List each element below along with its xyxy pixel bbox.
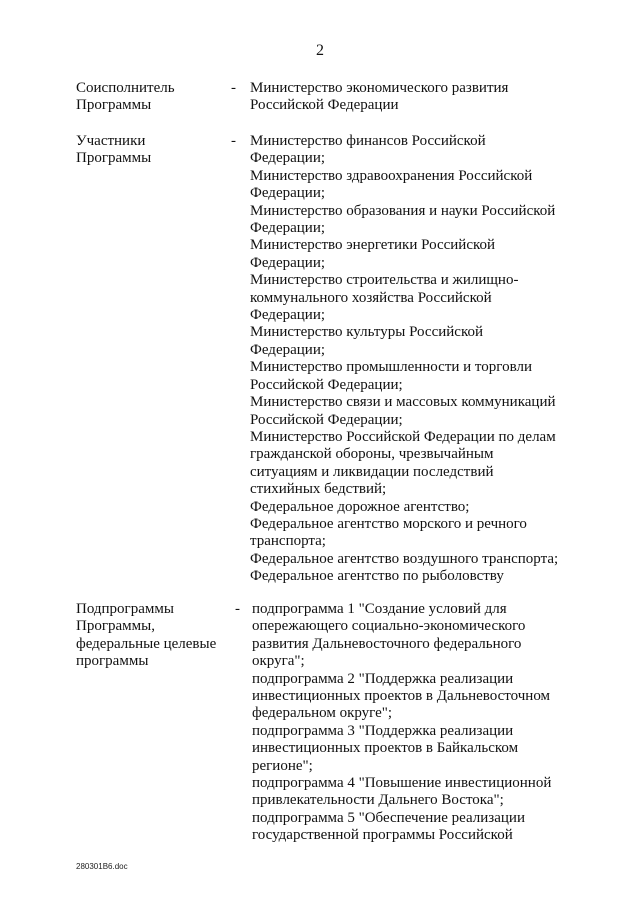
content-line: подпрограмма 5 "Обеспечение реализации [252, 809, 525, 826]
content-line: гражданской обороны, чрезвычайным [250, 446, 494, 463]
section-label [76, 601, 231, 671]
section-content [250, 80, 590, 115]
label-line: Участники [76, 133, 146, 149]
label-line: программы [76, 653, 149, 670]
content-line: Министерство связи и массовых коммуникаций [250, 394, 556, 411]
content-line: Министерство экономического развития [250, 80, 509, 96]
section-content [250, 133, 590, 586]
content-line: Министерство строительства и жилищно- [250, 272, 519, 289]
content-line: инвестиционных проектов в Дальневосточном [252, 688, 551, 705]
content-line: коммунального хозяйства Российской [250, 289, 492, 306]
content-line: Федерации; [250, 150, 326, 167]
dash-separator: - [231, 80, 236, 96]
content-line: Федеральное агентство воздушного транспорта; [250, 550, 559, 567]
content-line: Министерство энергетики Российской [250, 237, 496, 254]
content-line: Российской Федерации; [250, 411, 403, 428]
content-line: транспорта; [250, 533, 326, 550]
content-line: Министерство промышленности и торговли [250, 359, 532, 376]
content-line: ситуациям и ликвидации последствий [250, 463, 494, 480]
content-line: Министерство финансов Российской [250, 133, 486, 149]
content-line: федеральном округе"; [252, 705, 393, 722]
label-line: Программы, [76, 618, 155, 635]
label-line: Программы [76, 150, 152, 167]
content-line: инвестиционных проектов в Байкальском [252, 740, 519, 757]
content-line: подпрограмма 2 "Поддержка реализации [252, 670, 514, 687]
content-line: округа"; [252, 653, 305, 670]
label-line: Соисполнитель [76, 80, 175, 96]
content-line: Министерство культуры Российской [250, 324, 484, 341]
content-line: подпрограмма 1 "Создание условий для [252, 601, 507, 617]
content-line: Федеральное дорожное агентство; [250, 498, 470, 515]
footer-filename: 280301B6.doc [76, 862, 128, 871]
content-line: Министерство здравоохранения Российской [250, 167, 533, 184]
content-line: Российской Федерации; [250, 376, 403, 393]
content-line: подпрограмма 3 "Поддержка реализации [252, 722, 514, 739]
label-line: Программы [76, 97, 152, 114]
section-content [252, 601, 592, 845]
content-line: регионе"; [252, 757, 313, 774]
content-line: Федерации; [250, 220, 326, 237]
content-line: Федерации; [250, 185, 326, 202]
content-line: Федеральное агентство морского и речного [250, 515, 527, 532]
section-label [76, 80, 231, 115]
content-line: Министерство образования и науки Российской [250, 202, 556, 219]
content-line: Федерации; [250, 307, 326, 324]
dash-separator: - [231, 133, 236, 149]
label-line: федеральные целевые [76, 635, 217, 652]
content-line: государственной программы Российской [252, 827, 513, 844]
content-line: Министерство Российской Федерации по делам [250, 428, 556, 445]
page-number: 2 [316, 42, 324, 59]
dash-separator: - [235, 601, 240, 617]
content-line: подпрограмма 4 "Повышение инвестиционной [252, 775, 552, 792]
content-line: привлекательности Дальнего Востока"; [252, 792, 504, 809]
content-line: Федеральное агентство по рыболовству [250, 568, 504, 585]
content-line: Федерации; [250, 341, 326, 358]
content-line: опережающего социально-экономического [252, 618, 526, 635]
section-label [76, 133, 231, 168]
label-line: Подпрограммы [76, 601, 174, 617]
content-line: Российской Федерации [250, 97, 399, 114]
content-line: стихийных бедствий; [250, 481, 387, 498]
content-line: развития Дальневосточного федерального [252, 635, 522, 652]
content-line: Федерации; [250, 254, 326, 271]
